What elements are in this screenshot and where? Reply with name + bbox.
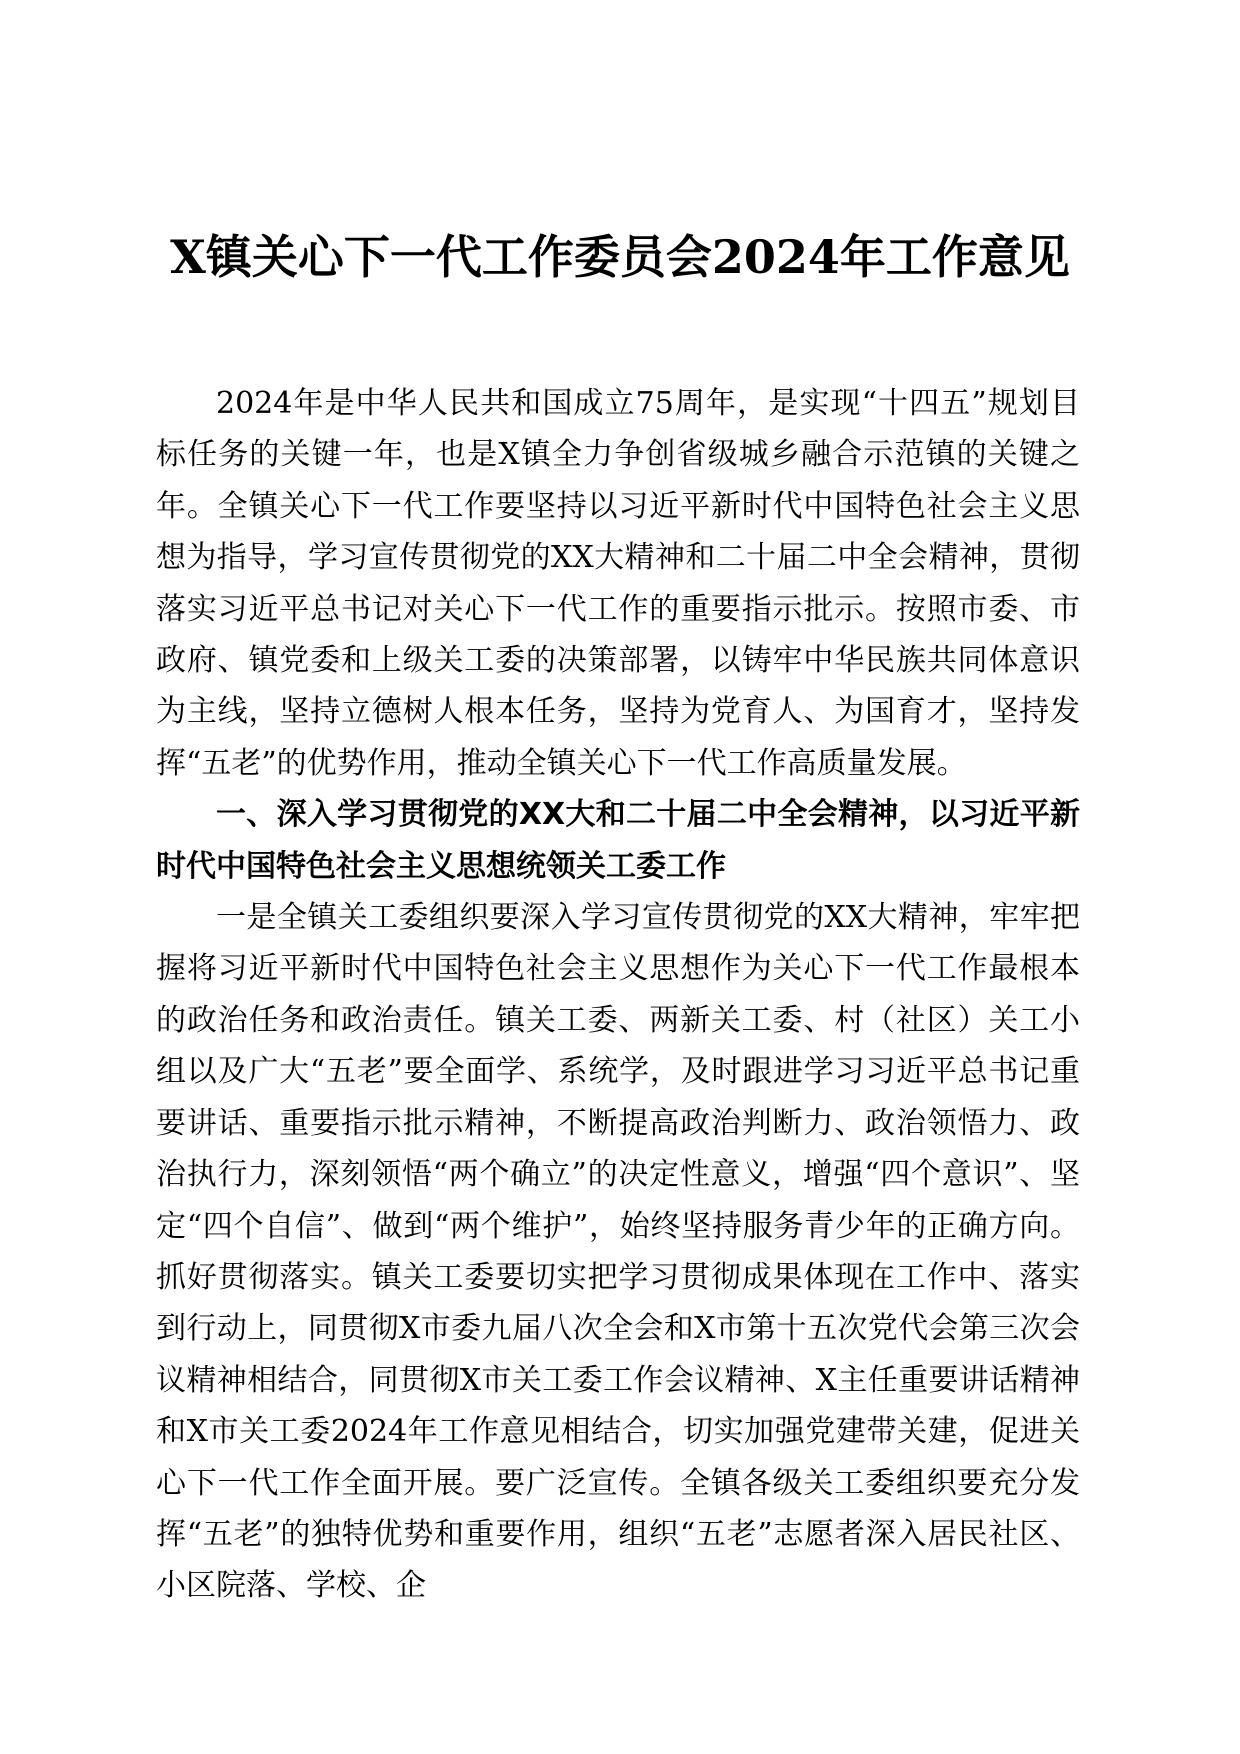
section-1-heading: 一、深入学习贯彻党的XX大和二十届二中全会精神，以习近平新时代中国特色社会主义思想统领关工委工作: [156, 797, 1080, 884]
intro-paragraph: 2024年是中华人民共和国成立75周年，是实现“十四五”规划目标任务的关键一年，也是X镇全力争创省级城乡融合示范镇的关键之年。全镇关心下一代工作要坚持以习近平新时代中国特色社会主义思想为指导，学习宣传贯彻党的XX大精神和二十届二中全会精神，贯彻落实习近平总书记对关心下一代工作的重要指示批示。按照市委、市政府、镇党委和上级关工委的决策部署，以铸牢中华民族共同体意识为主线，坚持立德树人根本任务，坚持为党育人、为国育才，坚持发挥“五老”的优势作用，推动全镇关心下一代工作高质量发展。: [156, 386, 1080, 781]
document-title: X镇关心下一代工作委员会2024年工作意见: [170, 230, 1070, 284]
section-1-paragraph: 一是全镇关工委组织要深入学习宣传贯彻党的XX大精神，牢牢把握将习近平新时代中国特色社会主义思想作为关心下一代工作最根本的政治任务和政治责任。镇关工委、两新关工委、村（社区）关工小组以及广大“五老”要全面学、系统学，及时跟进学习习近平总书记重要讲话、重要指示批示精神，不断提高政治判断力、政治领悟力、政治执行力，深刻领悟“两个确立”的决定性意义，增强“四个意识”、坚定“四个自信”、做到“两个维护”，始终坚持服务青少年的正确方向。抓好贯彻落实。镇关工委要切实把学习贯彻成果体现在工作中、落实到行动上，同贯彻X市委九届八次全会和X市第十五次党代会第三次会议精神相结合，同贯彻X市关工委工作会议精神、X主任重要讲话精神和X市关工委2024年工作意见相结合，切实加强党建带关建，促进关心下一代工作全面开展。要广泛宣传。全镇各级关工委组织要充分发挥“五老”的独特优势和重要作用，组织“五老”志愿者深入居民社区、小区院落、学校、企: [156, 900, 1080, 1604]
document-body: [156, 378, 1080, 1612]
